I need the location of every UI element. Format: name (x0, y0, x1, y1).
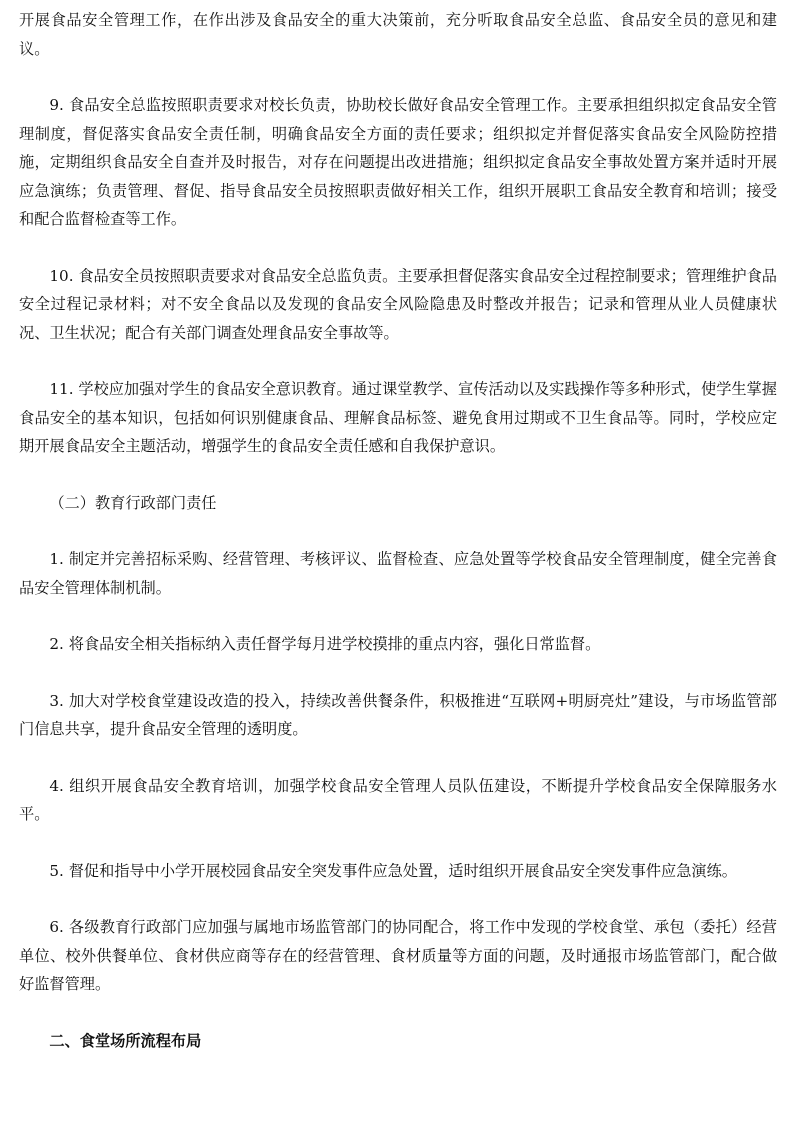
paragraph-item-10: 10. 食品安全员按照职责要求对食品安全总监负责。主要承担督促落实食品安全过程控制要求；管理维护食品安全过程记录材料；对不安全食品以及发现的食品安全风险隐患及时整改并报告；记录和管理从业人员健康状况、卫生状况；配合有关部门调查处理食品安全事故等。 (19, 266, 777, 342)
paragraph-item-11: 11. 学校应加强对学生的食品安全意识教育。通过课堂教学、宣传活动以及实践操作等多种形式，使学生掌握食品安全的基本知识，包括如何识别健康食品、理解食品标签、避免食用过期或不卫生食品等。同时，学校应定期开展食品安全主题活动，增强学生的食品安全责任感和自我保护意识。 (19, 380, 777, 455)
paragraph-dept-item-5: 5. 督促和指导中小学开展校园食品安全突发事件应急处置，适时组织开展食品安全突发事件应急演练。 (49, 861, 737, 880)
paragraph-dept-item-3: 3. 加大对学校食堂建设改造的投入，持续改善供餐条件，积极推进“互联网+明厨亮灶”建设，与市场监管部门信息共享，提升食品安全管理的透明度。 (19, 691, 777, 738)
paragraph-dept-item-1: 1. 制定并完善招标采购、经营管理、考核评议、监督检查、应急处置等学校食品安全管理制度，健全完善食品安全管理体制机制。 (19, 550, 777, 597)
paragraph-continuation: 开展食品安全管理工作，在作出涉及食品安全的重大决策前，充分听取食品安全总监、食品安全员的意见和建议。 (19, 11, 777, 58)
paragraph-dept-item-2: 2. 将食品安全相关指标纳入责任督学每月进学校摸排的重点内容，强化日常监督。 (49, 635, 601, 653)
document-page (19, 6, 777, 1083)
paragraph-dept-item-6: 6. 各级教育行政部门应加强与属地市场监管部门的协同配合，将工作中发现的学校食堂、承包（委托）经营单位、校外供餐单位、食材供应商等存在的经营管理、食材质量等方面的问题，及时通报市场监管部门，配合做好监督管理。 (19, 918, 777, 993)
paragraph-dept-item-4: 4. 组织开展食品安全教育培训，加强学校食品安全管理人员队伍建设，不断提升学校食品安全保障服务水平。 (19, 776, 777, 823)
paragraph-item-9: 9. 食品安全总监按照职责要求对校长负责，协助校长做好食品安全管理工作。主要承担组织拟定食品安全管理制度，督促落实食品安全责任制，明确食品安全方面的责任要求；组织拟定并督促落实食品安全风险防控措施，定期组织食品安全自查并及时报告，对存在问题提出改进措施；组织拟定食品安全事故处置方案并适时开展应急演练；负责管理、督促、指导食品安全员按照职责做好相关工作，组织开展职工食品安全教育和培训；接受和配合监督检查等工作。 (19, 96, 777, 228)
section-heading-education-dept: （二）教育行政部门责任 (49, 493, 217, 512)
section-heading-canteen-layout: 二、食堂场所流程布局 (49, 1031, 202, 1050)
